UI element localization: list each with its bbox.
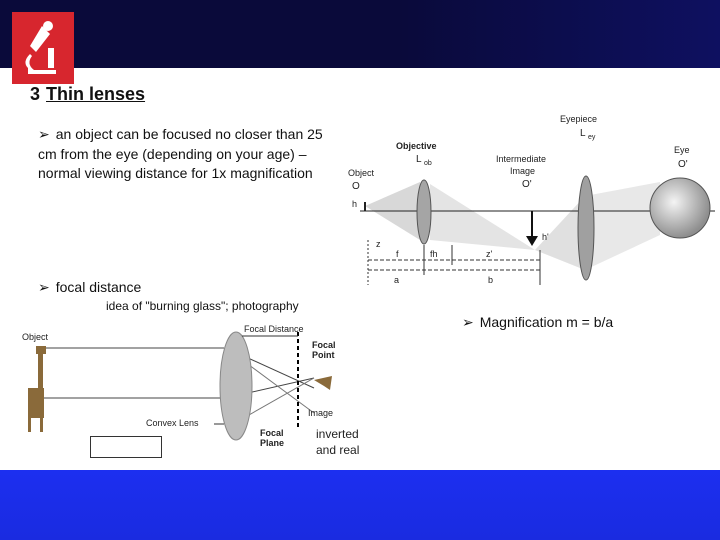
bottom-banner <box>0 470 720 540</box>
z-prime-label: z' <box>486 249 493 259</box>
intermediate-label-2: Image <box>510 166 536 176</box>
image-arrowhead <box>526 236 538 246</box>
objective-subscript: ob <box>424 160 432 167</box>
bullet-focal-distance-text: focal distance <box>55 279 142 295</box>
objective-label: Objective <box>396 141 437 151</box>
f-label: f <box>396 249 399 259</box>
z-label: z <box>376 239 381 249</box>
focal-point-label-1: Focal <box>312 340 336 350</box>
inverted-real-note <box>316 426 359 458</box>
bullet-near-point <box>38 125 328 184</box>
microscope-ray-diagram <box>340 110 720 290</box>
empty-label-box <box>90 436 162 458</box>
microscope-logo <box>12 12 74 84</box>
objective-ray-cone <box>430 184 535 250</box>
eyepiece-subscript: ey <box>588 134 596 141</box>
image-height-label: h' <box>542 232 549 242</box>
intermediate-symbol: O' <box>522 179 532 190</box>
focal-point-label-2: Point <box>312 350 335 360</box>
object-symbol: O <box>352 181 360 192</box>
arrow-bullet-icon: ➢ <box>38 126 50 142</box>
inverted-line: inverted <box>316 427 359 441</box>
bullet-focal-distance <box>38 278 141 298</box>
eye-ball <box>650 178 710 238</box>
convex-lens <box>220 332 252 440</box>
focal-distance-diagram <box>14 318 354 458</box>
convex-lens-label: Convex Lens <box>146 418 199 428</box>
giraffe-object <box>28 346 46 432</box>
title-number: 3 <box>30 84 41 104</box>
focal-distance-label: Focal Distance <box>244 324 304 334</box>
objective-lens <box>417 180 431 244</box>
object-label: Object <box>348 168 375 178</box>
inverted-image <box>314 376 332 390</box>
a-label: a <box>394 275 400 285</box>
bullet-near-point-text: an object can be focused no closer than 25 cm from the eye (depending on your age) – normal viewing distance for 1x magnification <box>38 126 323 181</box>
objective-symbol: L <box>416 154 422 165</box>
eyepiece-symbol: L <box>580 128 586 139</box>
height-label: h <box>352 199 358 209</box>
fh-label: fh <box>430 249 438 259</box>
top-banner <box>0 0 720 68</box>
eye-label: Eye <box>674 145 690 155</box>
focal-plane-label-1: Focal <box>260 428 284 438</box>
burning-glass-note: idea of "burning glass"; photography <box>106 299 299 313</box>
eyepiece-label: Eyepiece <box>560 114 598 124</box>
intermediate-label-1: Intermediate <box>496 154 547 164</box>
focal-plane-label-2: Plane <box>260 438 285 448</box>
slide-title <box>30 84 145 105</box>
eyepiece-lens <box>578 176 594 280</box>
real-line: and real <box>316 443 360 457</box>
image-label: Image <box>308 408 334 418</box>
bullet-magnification <box>462 313 613 333</box>
object-label: Object <box>22 332 49 342</box>
arrow-bullet-icon: ➢ <box>38 279 50 295</box>
title-text: Thin lenses <box>46 84 146 104</box>
microscope-icon <box>12 12 74 84</box>
b-label: b <box>488 275 494 285</box>
bullet-magnification-text: Magnification m = b/a <box>479 314 614 330</box>
arrow-bullet-icon: ➢ <box>462 314 474 330</box>
eye-ray-cone <box>585 182 660 270</box>
eye-symbol: O' <box>678 159 688 170</box>
